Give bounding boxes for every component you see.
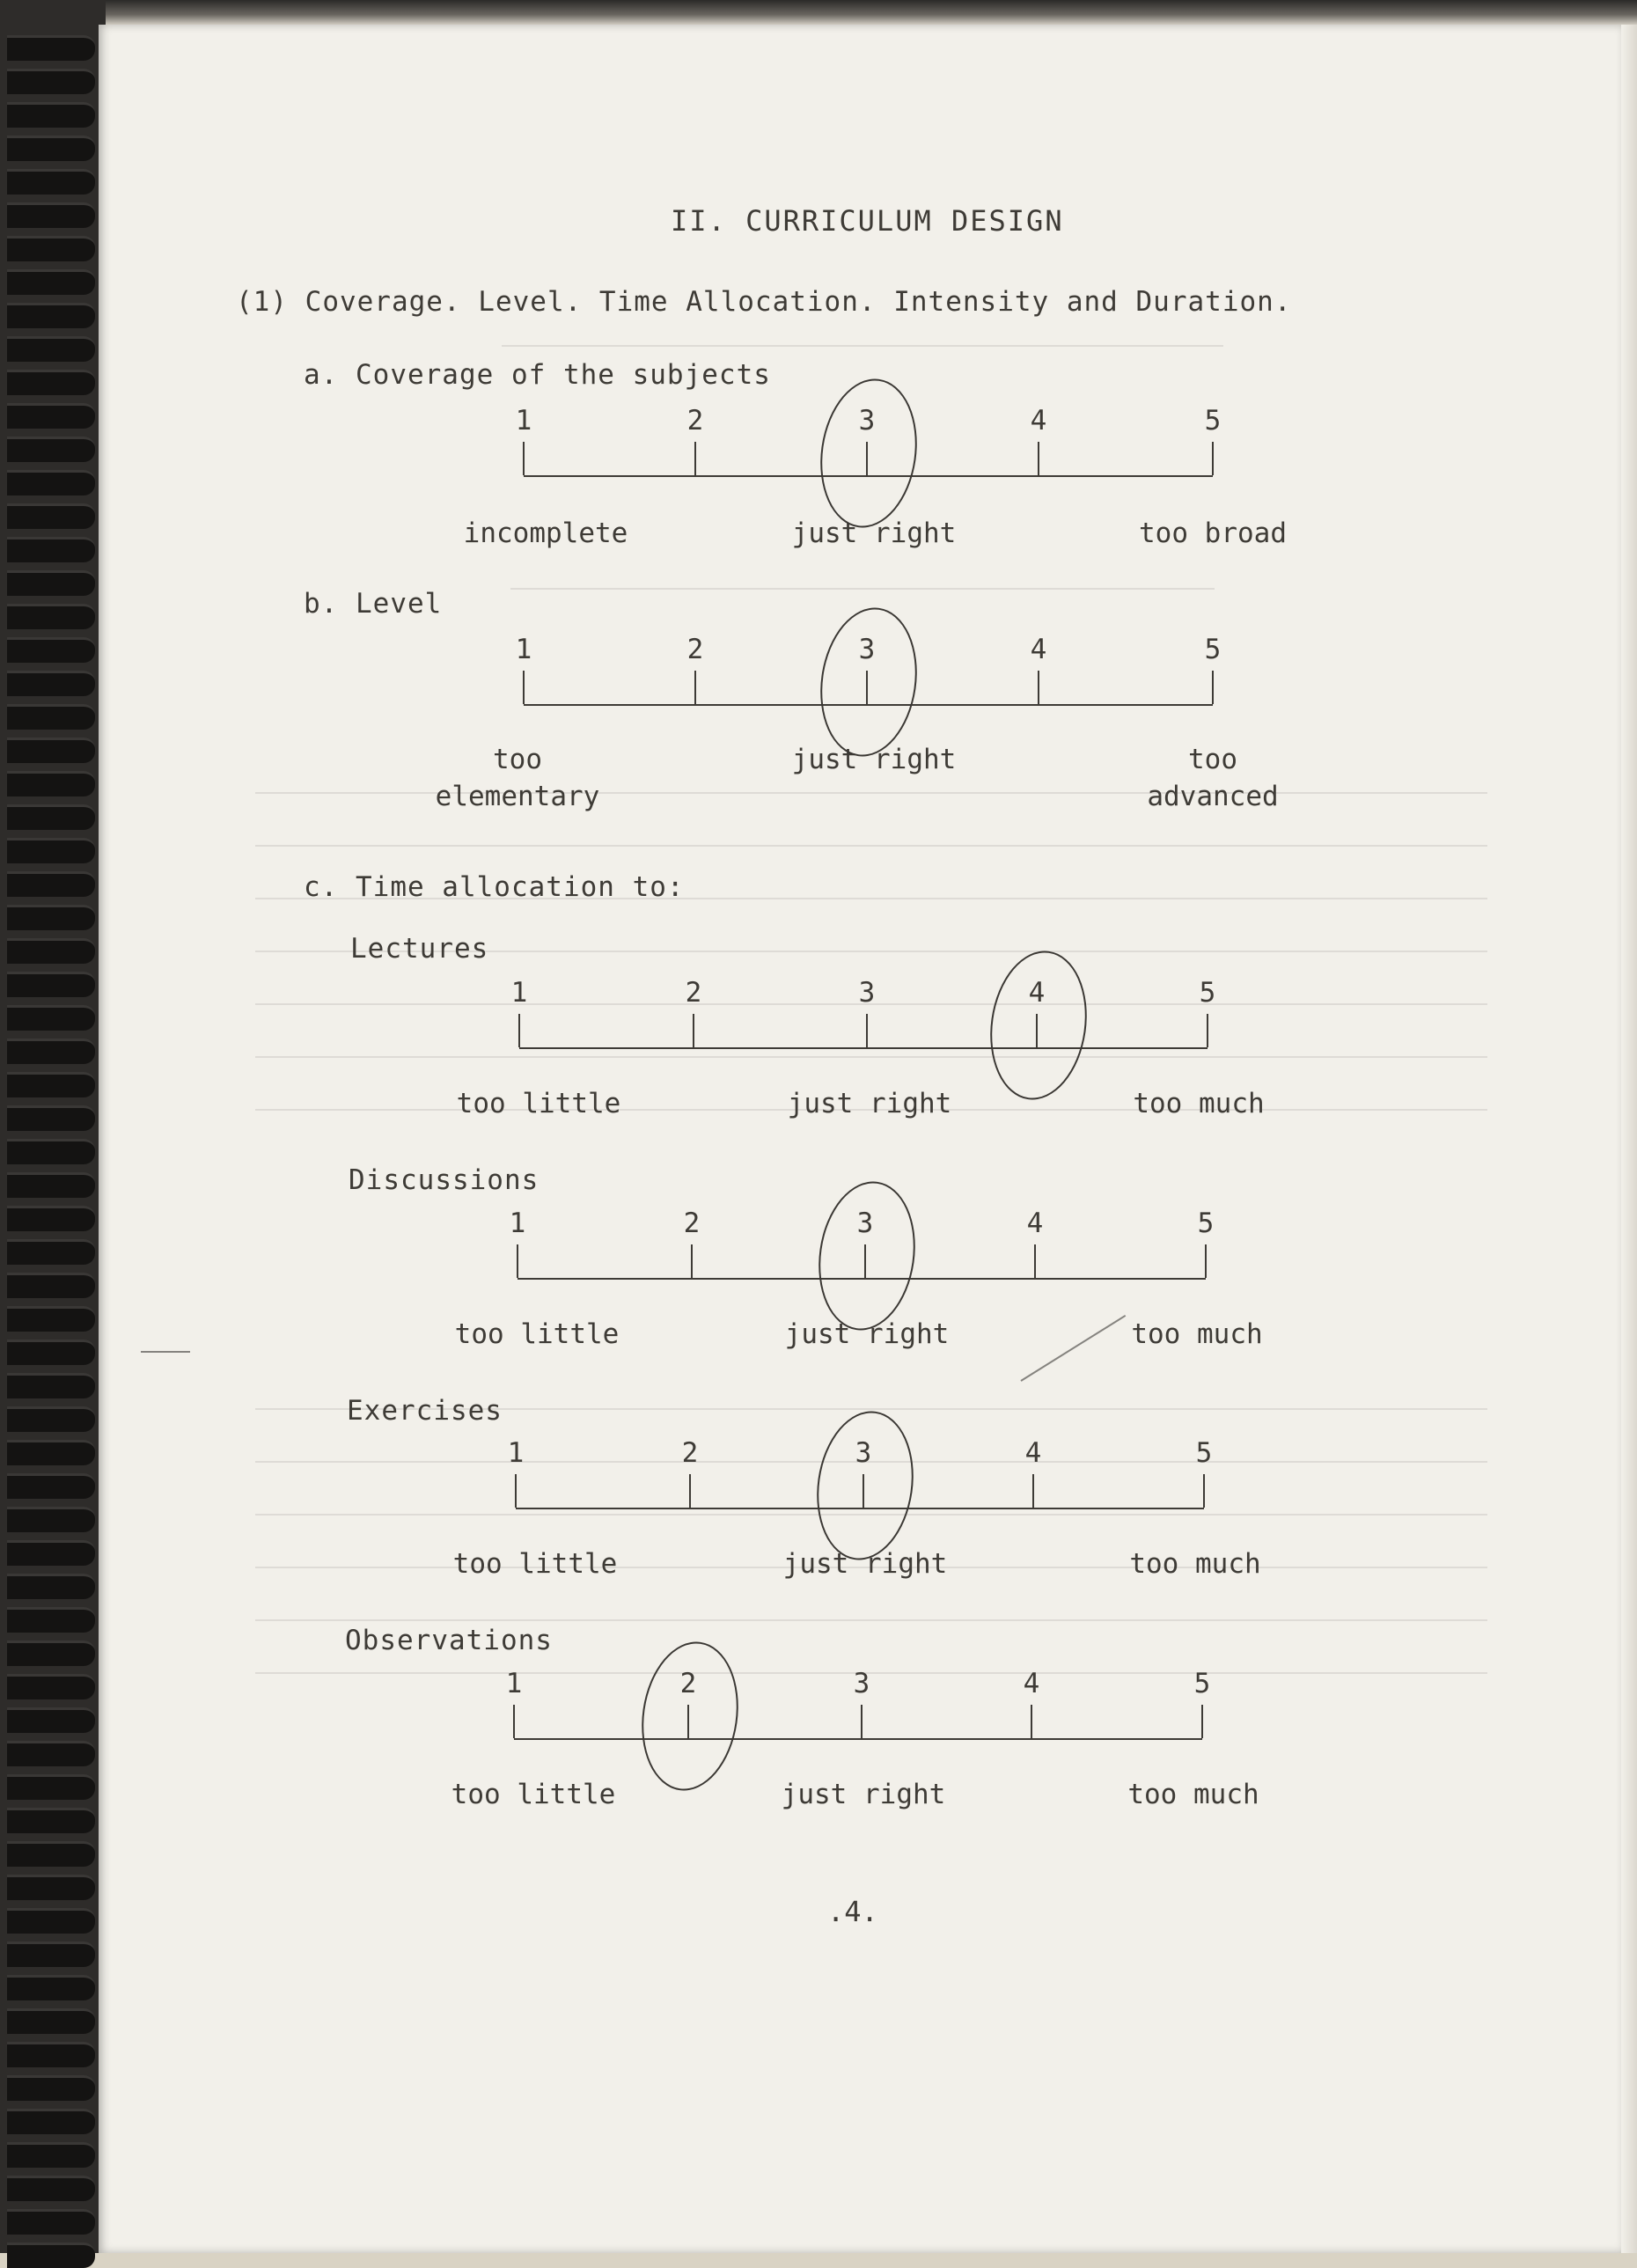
section-heading: (1) Coverage. Level. Time Allocation. Intensity and Duration. [236, 286, 1292, 318]
binding-coil [7, 972, 95, 997]
binding-coil [7, 2142, 95, 2168]
binding-coil [7, 1607, 95, 1633]
scale-label-right: too much [1129, 1548, 1261, 1580]
scale-number: 5 [1195, 1437, 1213, 1469]
scale-label-middle: just right [787, 1088, 952, 1119]
scale-number: 4 [1023, 1668, 1040, 1699]
binding-coil [7, 1540, 95, 1566]
scale-number: 2 [686, 405, 704, 437]
scale-label-left: too little [456, 1088, 621, 1119]
binding-coil [7, 905, 95, 930]
binding-coil [7, 637, 95, 663]
binding-coil [7, 1172, 95, 1198]
binding-coil [7, 2075, 95, 2101]
binding-coil [7, 838, 95, 863]
scale-tick [1031, 1705, 1032, 1738]
scale-label-right: too much [1131, 1318, 1263, 1350]
binding-coil [7, 804, 95, 830]
scale-subheading: Exercises [347, 1395, 503, 1427]
scale-tick [1038, 442, 1039, 475]
scale-number: 2 [686, 634, 704, 665]
scale-label-left: incomplete [463, 517, 628, 549]
scale-tick [861, 1705, 863, 1738]
scale-number: 1 [510, 977, 528, 1009]
binding-coil [7, 1774, 95, 1800]
binding-coil [7, 1875, 95, 1900]
scale-tick [693, 1014, 694, 1047]
scale-tick [518, 1014, 520, 1047]
page-title: II. CURRICULUM DESIGN [671, 204, 1064, 238]
binding-coil [7, 1908, 95, 1934]
scale-tick [1205, 1244, 1207, 1278]
scale-heading: c. Time allocation to: [304, 871, 685, 903]
scale-label-left: too elementary [435, 744, 600, 812]
scale-number: 4 [1028, 977, 1046, 1009]
scale-tick [515, 1474, 517, 1508]
binding-coil [7, 1139, 95, 1164]
binding-coil [7, 1674, 95, 1699]
binding-coil [7, 1206, 95, 1231]
binding-coil [7, 570, 95, 596]
binding-coil [7, 1005, 95, 1031]
binding-coil [7, 671, 95, 696]
binding-coil [7, 938, 95, 964]
binding-coil [7, 2109, 95, 2134]
scale-tick [689, 1474, 691, 1508]
scale-label-right: too much [1127, 1779, 1259, 1810]
binding-coil [7, 102, 95, 128]
binding-coil [7, 1941, 95, 1967]
scale-tick [1201, 1705, 1203, 1738]
binding-coil [7, 1406, 95, 1432]
binding-coil [7, 1340, 95, 1365]
scale-number: 5 [1204, 405, 1222, 437]
binding-coil [7, 1640, 95, 1666]
binding-coil [7, 2242, 95, 2268]
scale-tick [523, 442, 525, 475]
binding-coil [7, 1975, 95, 2000]
binding-coil [7, 69, 95, 94]
binding-coil [7, 1808, 95, 1833]
scale-line [514, 1738, 1202, 1740]
scale-label-middle: just right [791, 744, 957, 775]
scale-number: 2 [681, 1437, 699, 1469]
scale-tick [1212, 671, 1214, 704]
binding-coil [7, 503, 95, 529]
scale-number: 2 [683, 1207, 701, 1239]
binding-coil [7, 1273, 95, 1298]
binding-coil [7, 269, 95, 295]
scale-number: 3 [858, 405, 876, 437]
scale-tick [694, 671, 696, 704]
scale-label-left: too little [452, 1548, 618, 1580]
scale-tick [523, 671, 525, 704]
scale-number: 5 [1193, 1668, 1211, 1699]
scale-heading: a. Coverage of the subjects [304, 359, 771, 391]
binding-coil [7, 1473, 95, 1499]
binding-coil [7, 370, 95, 395]
scale-label-right: too broad [1139, 517, 1287, 549]
binding-coil [7, 303, 95, 328]
scale-tick [691, 1244, 693, 1278]
scale-tick [1203, 1474, 1205, 1508]
scale-number: 4 [1030, 405, 1047, 437]
binding-coil [7, 35, 95, 61]
scale-tick [1207, 1014, 1208, 1047]
binding-coil [7, 437, 95, 462]
scale-tick [1038, 671, 1039, 704]
scale-label-right: too advanced [1147, 744, 1279, 812]
scale-number: 4 [1026, 1207, 1044, 1239]
binding-coil [7, 2176, 95, 2201]
binding-coil [7, 537, 95, 562]
scale-tick [866, 1014, 868, 1047]
page-number: .4. [827, 1895, 878, 1928]
scale-number: 4 [1024, 1437, 1042, 1469]
binding-coil [7, 1239, 95, 1265]
scale-tick [1034, 1244, 1036, 1278]
binding-coil [7, 1072, 95, 1097]
scale-number: 1 [515, 634, 532, 665]
scale-number: 1 [515, 405, 532, 437]
page-right-edge [1621, 25, 1637, 2253]
scale-number: 1 [507, 1437, 525, 1469]
binding-coil [7, 1841, 95, 1867]
binding-coil [7, 336, 95, 362]
binding-coil [7, 1039, 95, 1064]
scale-tick [1212, 442, 1214, 475]
binding-coil [7, 771, 95, 796]
scale-number: 2 [679, 1668, 697, 1699]
scale-label-middle: just right [782, 1548, 948, 1580]
scale-label-right: too much [1133, 1088, 1265, 1119]
scale-label-left: too little [451, 1779, 616, 1810]
scale-number: 3 [855, 1437, 872, 1469]
scale-subheading: Observations [345, 1625, 553, 1656]
scale-number: 3 [858, 634, 876, 665]
scale-label-middle: just right [791, 517, 957, 549]
scale-tick [513, 1705, 515, 1738]
scale-number: 3 [853, 1668, 870, 1699]
scale-label-middle: just right [781, 1779, 946, 1810]
scale-number: 3 [858, 977, 876, 1009]
scale-label-middle: just right [784, 1318, 950, 1350]
binding-coil [7, 136, 95, 161]
binding-coil [7, 1306, 95, 1332]
scale-number: 5 [1204, 634, 1222, 665]
binding-coil [7, 1741, 95, 1766]
binding-coil [7, 1440, 95, 1465]
scale-subheading: Lectures [350, 933, 489, 965]
binding-coil [7, 704, 95, 730]
spiral-binding [0, 0, 106, 2253]
scale-tick [517, 1244, 518, 1278]
scale-heading: b. Level [304, 588, 443, 620]
binding-coil [7, 403, 95, 429]
binding-coil [7, 2008, 95, 2034]
binding-coil [7, 1507, 95, 1532]
binding-coil [7, 202, 95, 228]
binding-coil [7, 604, 95, 629]
binding-coil [7, 738, 95, 763]
page-top-edge [99, 0, 1637, 25]
scale-subheading: Discussions [349, 1164, 540, 1196]
binding-coil [7, 1707, 95, 1733]
binding-coil [7, 871, 95, 897]
binding-coil [7, 1574, 95, 1599]
scale-number: 5 [1197, 1207, 1215, 1239]
binding-coil [7, 1105, 95, 1131]
scale-number: 4 [1030, 634, 1047, 665]
scale-label-left: too little [454, 1318, 620, 1350]
scale-number: 2 [685, 977, 702, 1009]
binding-coil [7, 2209, 95, 2235]
binding-coil [7, 236, 95, 261]
scale-tick [1032, 1474, 1034, 1508]
scale-number: 1 [509, 1207, 526, 1239]
scale-tick [694, 442, 696, 475]
binding-coil [7, 169, 95, 195]
scale-number: 5 [1199, 977, 1216, 1009]
binding-coil [7, 2042, 95, 2067]
scale-number: 1 [505, 1668, 523, 1699]
scale-line [519, 1047, 1208, 1049]
binding-coil [7, 470, 95, 495]
pencil-stroke [141, 1351, 190, 1353]
scale-number: 3 [856, 1207, 874, 1239]
binding-coil [7, 1373, 95, 1398]
